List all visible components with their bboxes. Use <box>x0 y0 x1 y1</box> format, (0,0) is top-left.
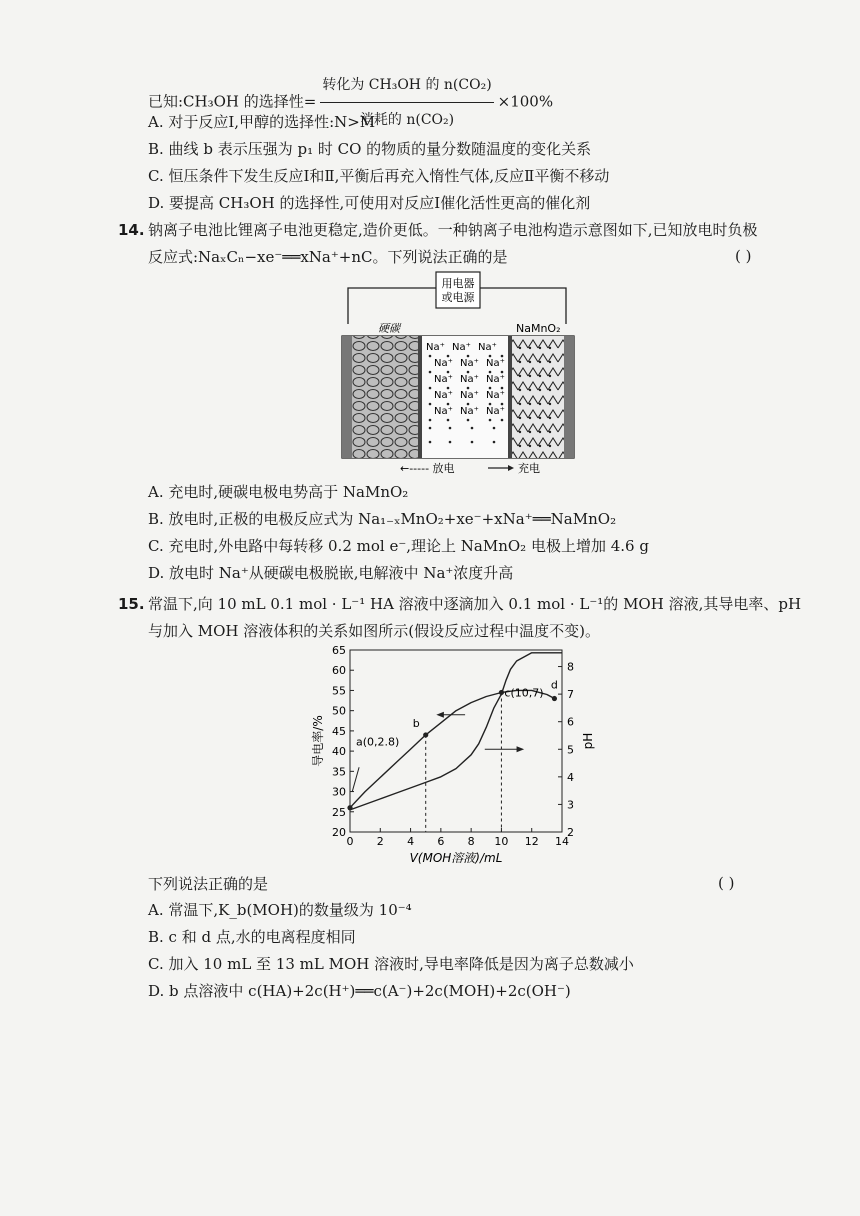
q13-option-d: D. 要提高 CH₃OH 的选择性,可使用对反应Ⅰ催化活性更高的催化剂 <box>148 194 591 212</box>
charge-label: 充电 <box>518 462 540 475</box>
ion-dot <box>449 427 452 430</box>
q15-stem-line2: 与加入 MOH 溶液体积的关系如图所示(假设反应过程中温度不变)。 <box>148 622 600 640</box>
left-current-collector <box>342 336 352 458</box>
sodium-ion-label: Na⁺ <box>486 390 505 401</box>
separator-left <box>418 336 422 458</box>
q15-question: 下列说法正确的是 <box>148 875 269 893</box>
ion-dot <box>489 355 492 358</box>
ion-dot <box>529 361 531 363</box>
q13-option-b: B. 曲线 b 表示压强为 p₁ 时 CO 的物质的量分数随温度的变化关系 <box>148 140 592 158</box>
q13-option-c: C. 恒压条件下发生反应Ⅰ和Ⅱ,平衡后再充入惰性气体,反应Ⅱ平衡不移动 <box>148 167 610 185</box>
sodium-ion-label: Na⁺ <box>460 406 479 417</box>
ion-dot <box>467 419 470 422</box>
q14-answer-paren: ( ) <box>735 247 752 265</box>
x-tick-label: 6 <box>437 835 445 848</box>
ion-dot <box>529 347 531 349</box>
ion-dot <box>539 431 541 433</box>
y-right-tick-label: 3 <box>567 798 574 812</box>
point-3-marker <box>499 690 504 695</box>
q15-answer-paren: ( ) <box>718 874 735 892</box>
ion-dot <box>447 403 450 406</box>
ion-dot <box>519 417 521 419</box>
sodium-ion-label: Na⁺ <box>434 374 453 385</box>
ion-dot <box>529 375 531 377</box>
q14-option-c: C. 充电时,外电路中每转移 0.2 mol e⁻,理论上 NaMnO₂ 电极上增加 4.6 g <box>148 537 649 555</box>
left-axis-arrowhead <box>436 712 444 718</box>
point-2-marker <box>423 732 428 737</box>
ion-dot <box>549 347 551 349</box>
conductivity-ph-chart <box>300 640 600 870</box>
ion-dot <box>467 371 470 374</box>
y-right-tick-label: 2 <box>567 826 574 839</box>
point-1-label: a(0,2.8) <box>356 735 400 749</box>
ion-dot <box>429 441 432 444</box>
x-tick-label: 0 <box>346 835 354 848</box>
ion-dot <box>519 361 521 363</box>
y-left-tick-label: 25 <box>332 805 346 819</box>
ion-dot <box>471 427 474 430</box>
y-left-axis-label: 导电率/% <box>311 715 325 767</box>
ion-dot <box>447 355 450 358</box>
y-right-axis-label: pH <box>581 732 595 750</box>
sodium-ion-label: Na⁺ <box>460 358 479 369</box>
y-right-tick-label: 7 <box>567 688 574 702</box>
q15-stem-line1: 常温下,向 10 mL 0.1 mol · L⁻¹ HA 溶液中逐滴加入 0.1 mol · L⁻¹的 MOH 溶液,其导电率、pH <box>148 595 802 613</box>
x-axis-label: V(MOH溶液)/mL <box>409 851 503 865</box>
ion-dot <box>539 375 541 377</box>
q15-option-b: B. c 和 d 点,水的电离程度相同 <box>148 928 356 946</box>
sodium-ion-label: Na⁺ <box>434 358 453 369</box>
ion-dot <box>549 389 551 391</box>
x-tick-label: 8 <box>467 835 475 848</box>
ion-dot <box>429 427 432 430</box>
ion-dot <box>539 347 541 349</box>
discharge-label: ←----- 放电 <box>400 462 455 475</box>
point-3-label: c(10,7) <box>504 686 544 700</box>
sodium-ion-label: Na⁺ <box>460 390 479 401</box>
right-current-collector <box>564 336 574 458</box>
y-left-tick-label: 30 <box>332 785 346 799</box>
sodium-ion-label: Na⁺ <box>478 342 497 353</box>
ion-dot <box>429 403 432 406</box>
formula-suffix: ×100% <box>497 92 554 111</box>
hard-carbon-electrode <box>352 336 418 458</box>
x-tick-label: 2 <box>376 835 384 848</box>
sodium-ion-label: Na⁺ <box>486 374 505 385</box>
sodium-ion-label: Na⁺ <box>486 406 505 417</box>
formula-numerator: 转化为 CH₃OH 的 n(CO₂) <box>320 68 493 103</box>
y-right-tick-label: 6 <box>567 715 574 729</box>
ion-dot <box>501 403 504 406</box>
ion-dot <box>549 403 551 405</box>
y-left-tick-label: 65 <box>332 644 346 657</box>
ion-dot <box>429 419 432 422</box>
ion-dot <box>489 403 492 406</box>
y-left-tick-label: 35 <box>332 765 346 779</box>
namno2-electrode <box>512 336 564 458</box>
x-tick-label: 14 <box>555 835 569 848</box>
q14-option-a: A. 充电时,硬碳电极电势高于 NaMnO₂ <box>148 483 409 501</box>
separator-right <box>508 336 512 458</box>
sodium-ion-label: Na⁺ <box>434 406 453 417</box>
battery-diagram <box>338 268 578 476</box>
sodium-ion-label: Na⁺ <box>434 390 453 401</box>
ion-dot <box>501 419 504 422</box>
y-right-tick-label: 8 <box>567 660 574 674</box>
ion-dot <box>519 375 521 377</box>
ion-dot <box>549 375 551 377</box>
point-1-marker <box>347 805 352 810</box>
q15-number: 15. <box>118 595 145 613</box>
ion-dot <box>549 417 551 419</box>
sodium-ion-label: Na⁺ <box>426 342 445 353</box>
ion-dot <box>549 445 551 447</box>
ion-dot <box>529 403 531 405</box>
conductivity-line <box>350 690 554 807</box>
ion-dot <box>467 403 470 406</box>
q14-stem-line2: 反应式:NaₓCₙ−xe⁻══xNa⁺+nC。下列说法正确的是 <box>148 248 508 266</box>
ion-dot <box>519 403 521 405</box>
ion-dot <box>447 371 450 374</box>
formula-denominator: 消耗的 n(CO₂) <box>359 112 455 128</box>
ion-dot <box>429 371 432 374</box>
y-left-tick-label: 60 <box>332 664 346 678</box>
y-left-tick-label: 45 <box>332 724 346 738</box>
ion-dot <box>539 389 541 391</box>
ion-dot <box>549 361 551 363</box>
ion-dot <box>471 441 474 444</box>
namno2-label: NaMnO₂ <box>516 322 561 335</box>
ion-dot <box>539 417 541 419</box>
ion-dot <box>447 419 450 422</box>
x-tick-label: 4 <box>407 835 415 848</box>
y-left-tick-label: 55 <box>332 684 346 698</box>
sodium-ion-label: Na⁺ <box>460 374 479 385</box>
ion-dot <box>539 445 541 447</box>
y-left-tick-label: 40 <box>332 745 346 759</box>
q15-option-d: D. b 点溶液中 c(HA)+2c(H⁺)══c(A⁻)+2c(MOH)+2c(OH⁻) <box>148 982 571 1000</box>
ion-dot <box>549 431 551 433</box>
ion-dot <box>501 371 504 374</box>
ion-dot <box>519 445 521 447</box>
x-tick-label: 10 <box>494 835 509 848</box>
y-left-tick-label: 20 <box>332 826 346 839</box>
y-right-tick-label: 5 <box>567 743 574 757</box>
q15-option-a: A. 常温下,K_b(MOH)的数量级为 10⁻⁴ <box>148 901 412 919</box>
right-axis-arrowhead <box>517 746 525 752</box>
y-right-tick-label: 4 <box>567 770 574 784</box>
ion-dot <box>529 431 531 433</box>
q14-option-d: D. 放电时 Na⁺从硬碳电极脱嵌,电解液中 Na⁺浓度升高 <box>148 564 514 582</box>
hard-carbon-label: 硬碳 <box>378 322 400 335</box>
ion-dot <box>529 445 531 447</box>
y-left-tick-label: 50 <box>332 704 346 718</box>
ion-dot <box>501 355 504 358</box>
ion-dot <box>529 389 531 391</box>
sodium-ion-label: Na⁺ <box>452 342 471 353</box>
device-label-2: 或电源 <box>441 291 475 304</box>
q15-option-c: C. 加入 10 mL 至 13 mL MOH 溶液时,导电率降低是因为离子总数减小 <box>148 955 634 973</box>
q14-number: 14. <box>118 221 145 239</box>
ion-dot <box>429 387 432 390</box>
ion-dot <box>449 441 452 444</box>
ion-dot <box>519 347 521 349</box>
q13-option-a: A. 对于反应Ⅰ,甲醇的选择性:N>M <box>148 113 376 131</box>
point-2-label: b <box>412 716 420 730</box>
ion-dot <box>519 389 521 391</box>
device-label-1: 用电器 <box>441 277 475 290</box>
ion-dot <box>489 419 492 422</box>
ion-dot <box>493 441 496 444</box>
q14-option-b: B. 放电时,正极的电极反应式为 Na₁₋ₓMnO₂+xe⁻+xNa⁺══NaMnO₂ <box>148 510 617 528</box>
point-4-label: d <box>550 678 558 692</box>
ion-dot <box>539 361 541 363</box>
ion-dot <box>493 427 496 430</box>
sodium-ion-label: Na⁺ <box>486 358 505 369</box>
ion-dot <box>467 355 470 358</box>
point-4-marker <box>552 696 557 701</box>
ion-dot <box>519 431 521 433</box>
ph-line <box>350 653 562 810</box>
ion-dot <box>489 371 492 374</box>
formula-prefix: 已知:CH₃OH 的选择性= <box>148 92 317 111</box>
ion-dot <box>501 387 504 390</box>
x-tick-label: 12 <box>524 835 539 848</box>
ion-dot <box>467 387 470 390</box>
ion-dot <box>529 417 531 419</box>
ion-dot <box>539 403 541 405</box>
ion-dot <box>429 355 432 358</box>
q14-stem-line1: 钠离子电池比锂离子电池更稳定,造价更低。一种钠离子电池构造示意图如下,已知放电时负极 <box>148 221 758 239</box>
ion-dot <box>447 387 450 390</box>
ion-dot <box>489 387 492 390</box>
